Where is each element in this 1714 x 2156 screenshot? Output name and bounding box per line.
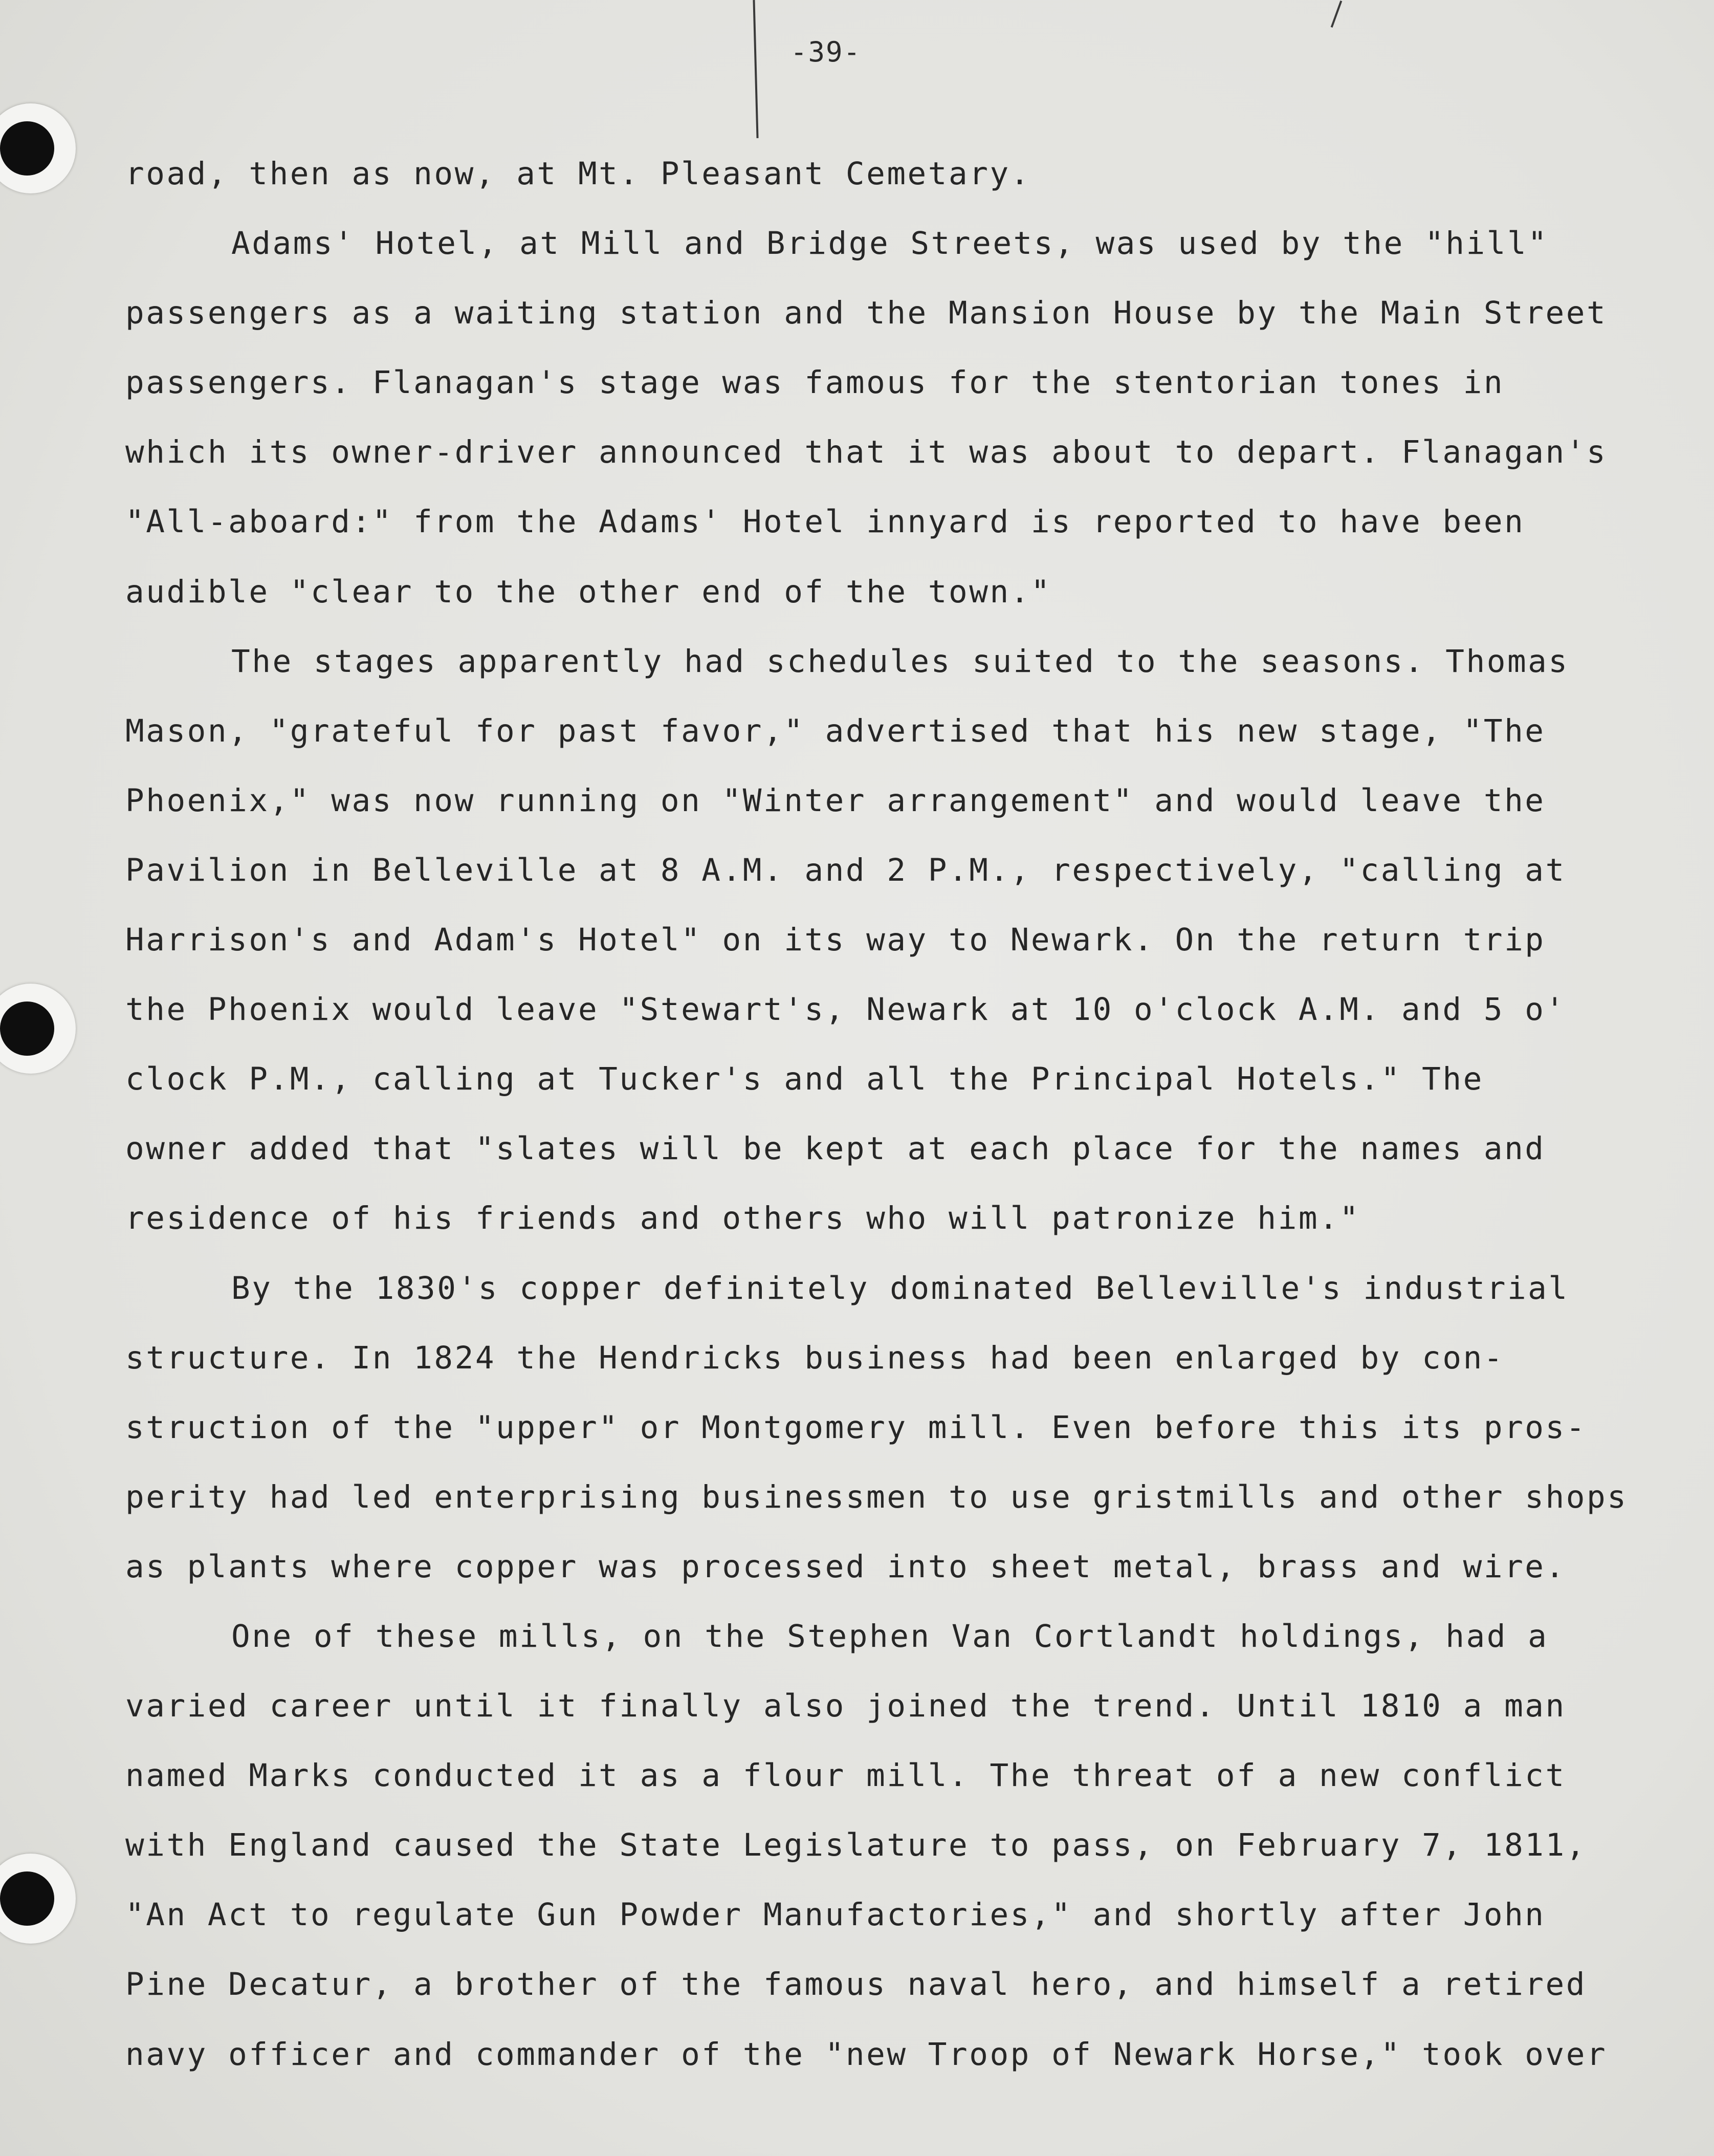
text-line: varied career until it finally also joined the trend. Until 1810 a man [125,1688,1566,1725]
text-line: Mason, "grateful for past favor," advertised that his new stage, "The [125,712,1546,749]
text-line: Pine Decatur, a brother of the famous naval hero, and himself a retired [125,1966,1587,2003]
pencil-mark-corner [1331,1,1343,28]
text-line: By the 1830's copper definitely dominated Belleville's industrial [231,1270,1569,1306]
text-line: the Phoenix would leave "Stewart's, Newark at 10 o'clock A.M. and 5 o' [125,991,1566,1028]
text-line: clock P.M., calling at Tucker's and all the Principal Hotels." The [125,1061,1484,1098]
body-text [125,139,1671,2089]
text-line: residence of his friends and others who will patronize him." [125,1200,1360,1237]
text-line: passengers as a waiting station and the Mansion House by the Main Street [125,295,1608,332]
text-line: "All-aboard:" from the Adams' Hotel innyard is reported to have been [125,504,1525,540]
text-line: Harrison's and Adam's Hotel" on its way to Newark. On the return trip [125,922,1546,959]
text-line: structure. In 1824 the Hendricks business had been enlarged by con- [125,1339,1505,1376]
text-line: One of these mills, on the Stephen Van Cortlandt holdings, had a [231,1618,1549,1654]
text-line: road, then as now, at Mt. Pleasant Cemetary. [125,156,1031,192]
text-line: as plants where copper was processed into sheet metal, brass and wire. [125,1548,1566,1585]
text-line: The stages apparently had schedules suited to the seasons. Thomas [231,643,1569,680]
page-number: -39- [790,36,862,68]
text-line: with England caused the State Legislature to pass, on February 7, 1811, [125,1827,1587,1864]
text-line: owner added that "slates will be kept at each place for the names and [125,1130,1546,1167]
text-line: named Marks conducted it as a flour mill. The threat of a new conflict [125,1757,1566,1794]
text-line: Adams' Hotel, at Mill and Bridge Streets, was used by the "hill" [231,225,1549,262]
text-line: perity had led enterprising businessmen to use gristmills and other shops [125,1478,1628,1515]
text-line: which its owner-driver announced that it was about to depart. Flanagan's [125,434,1608,471]
text-line: Pavilion in Belleville at 8 A.M. and 2 P.M., respectively, "calling at [125,852,1566,888]
text-line: passengers. Flanagan's stage was famous for the stentorian tones in [125,364,1505,401]
text-line: audible "clear to the other end of the town." [125,573,1052,610]
pencil-mark-top [753,0,758,138]
text-line: "An Act to regulate Gun Powder Manufactories," and shortly after John [125,1897,1546,1933]
text-line: struction of the "upper" or Montgomery mill. Even before this its pros- [125,1409,1587,1446]
text-line: Phoenix," was now running on "Winter arrangement" and would leave the [125,782,1546,819]
text-line: navy officer and commander of the "new Troop of Newark Horse," took over [125,2036,1608,2073]
